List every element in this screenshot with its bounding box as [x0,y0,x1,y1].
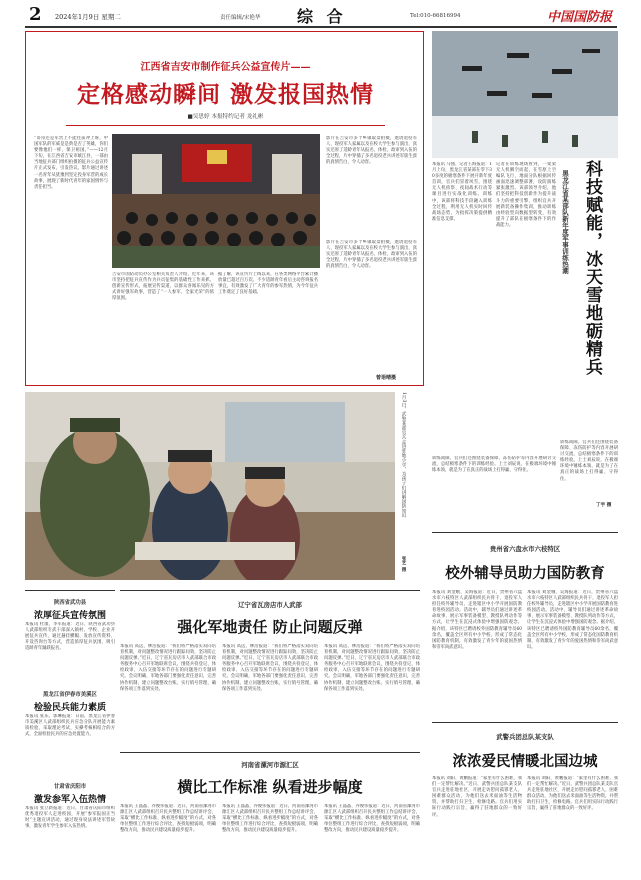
section-title: 综 合 [297,7,347,26]
guizhou-body-1: 本报讯 刘金娥、吴海报道：近日，贵州省六盘水市六枝特区人武部组织民兵骨干、退役军人担任校外辅导员，走进辖区中小学开展国防教育进校园活动。活动中，辅导员们通过讲述革命故事、展示军事装备模型、教授队列动作等方式，让学生在沉浸式体验中增强国防观念。据介绍，该特区已聘请校外国防教育辅导员60余名，覆盖全区所有中小学校，形成了常态化国防教育机制，有效激发了青少年的爱国热情和崇军尚武意识。 [432,590,522,650]
guizhou-top-rule [432,532,618,533]
right-subheadline: 黑龙江省某部队新年度军事训练热潮 [561,170,569,274]
lead-column-3: 吉安市国防动员办公室相关负责人介绍，近年来，该市坚持把征兵宣传作为兵员征集的基础性工作来抓，创新宣传形式，拓展宣传渠道，以群众喜闻乐见的方式讲好强军故事，营造了“一人参军、全家光荣”的浓厚氛围。 [112,272,214,302]
lead-kicker: 江西省吉安市制作征兵公益宣传片—— [140,62,311,73]
henan-kicker: 河南省漯河市源汇区 [241,761,299,769]
lead-column-2: 影片在吉安市多个乡镇取景拍摄，邀请退役军人、现役军人家属以及在校大学生参与演出，真实还原了适龄青年从报名、体检、政审到入伍的全过程，片中穿插了多名退役老兵讲述军旅生涯的真情告白，令人动容。 [326,136,417,166]
guizhou-kicker: 贵州省六盘水市六枝特区 [489,545,561,553]
lead-story-box [25,31,424,386]
liaoning-kicker: 辽宁省瓦房店市人武部 [238,601,302,609]
wujing-top-rule [432,722,618,723]
brief-1-body: 本报讯 杜康、李军报道：近日，陕西省武功县人武部组织专武干部深入镇村、学校、企业开展征兵宣传，通过悬挂横幅、发放宣传资料、开设咨询台等方式，营造浓厚征兵氛围，吸引适龄青年踊跃报名。 [25,622,115,652]
brief-2-kicker: 黑龙江省伊春市美溪区 [43,692,97,698]
brief-3-body: 本报讯 张立新报道：近日，甘肃省庆阳市组织优秀退役军人走进校园，开展“参军报国正当时”主题宣讲活动，通过现身说法讲述军营故事，激发青年学生参军入伍热情。 [25,806,115,830]
henan-body-2: 本报讯 王晶晶、乔俊伟报道：近日，河南省漯河市源汇区人武部组织召开民兵整组工作总结讲评会，采取“横比工作标准、纵看进步幅度”的方式，对各单位整组工作进行综合评比，查找短板弱项，明确整改方向，推动民兵建设质量稳步提升。 [222,804,318,834]
henan-body-1: 本报讯 王晶晶、乔俊伟报道：近日，河南省漯河市源汇区人武部组织召开民兵整组工作总结讲评会，采取“横比工作标准、纵看进步幅度”的方式，对各单位整组工作进行综合评比，查找短板弱项，明确整改方向，推动民兵建设质量稳步提升。 [120,804,216,834]
brief-3-kicker: 甘肃省庆阳市 [53,784,87,790]
header-rule [25,26,617,28]
wujing-kicker: 武警兵团总队某支队 [496,733,554,741]
liaoning-title: 强化军地责任 防止问题反弹 [177,618,363,636]
guizhou-title: 校外辅导员助力国防教育 [445,565,605,582]
brief-2-title: 检验民兵能力素质 [33,703,106,713]
page-number: 2 [29,4,42,25]
henan-title: 横比工作标准 纵看进步幅度 [177,778,363,796]
lead-byline: ■吴思婷 本报特约记者 龙礼彬 [187,114,264,120]
right-body-3: 训练间隙，官兵们还围绕装备保障、冻伤防护等内容开展研讨交流，总结极寒条件下的训练经验。上士刘辰说，在极端环境中锤炼本领，就是为了在真正的战场上打得赢、守得住。 [560,440,618,482]
brief-1-title: 浓厚征兵宣传氛围 [33,611,106,621]
lead-column-4: 据了解，该宣传片上线以来，在各类网络平台累计播放量已超过百万次，不少适龄青年看后主动咨询报名事宜，有效激发了广大青年的参军热情，为今年征兵工作奠定了良好基础。 [218,272,318,296]
lead-title-rule [66,125,385,126]
henan-body-3: 本报讯 王晶晶、乔俊伟报道：近日，河南省漯河市源汇区人武部组织召开民兵整组工作总结讲评会，采取“横比工作标准、纵看进步幅度”的方式，对各单位整组工作进行综合评比，查找短板弱项，明确整改方向，推动民兵建设质量稳步提升。 [324,804,420,834]
liaoning-top-rule [120,590,420,591]
lead-column-1: “哥哥还是军营上不能往前冲上呀，中国军队的军威是是典是否了英雄，你们要像他们一样，保卫祖国。”——12月下旬，在江西省吉安市峡江县，一部由当地征兵部门组织拍摄的征兵公益宣传片正式发布，引发热议。影片通过讲述一名青年从犹豫到坚定投身军营的成长故事，展现了新时代青年的家国情怀与责任担当。 [34,136,108,190]
henan-top-rule [120,752,420,753]
lead-author: 曾语晴摄 [376,375,397,381]
right-headline: 科技赋能，冰天雪地砺精兵 [582,160,602,376]
lead-title: 定格感动瞬间 激发报国热情 [76,81,374,108]
lead-photo [112,134,320,268]
date-line: 2024年1月9日 星期二 [55,13,121,21]
brief-3-title: 激发参军入伍热情 [33,795,106,805]
right-body-1: 本报讯 马强、记者王海报道：1月上旬，黑龙江省某部在零下30多度的极寒条件下展开新年度首训，官兵们冒着风雪，围绕无人机侦察、夜间战术行动等课目进行实战化训练。训练中，该部将科技手段融入训练全过程，利用无人机实时回传战场态势，为指挥决策提供精准信息支撑。 [432,162,492,222]
page-header [25,4,617,26]
guizhou-body-2: 本报讯 刘金娥、吴海报道：近日，贵州省六盘水市六枝特区人武部组织民兵骨干、退役军人担任校外辅导员，走进辖区中小学开展国防教育进校园活动。活动中，辅导员们通过讲述革命故事、展示军事装备模型、教授队列动作等方式，让学生在沉浸式体验中增强国防观念。据介绍，该特区已聘请校外国防教育辅导员60余名，覆盖全区所有中小学校，形成了常态化国防教育机制，有效激发了青少年的爱国热情和崇军尚武意识。 [527,590,618,650]
kids-photo-credit: 张艺 摄 [401,556,406,572]
wujing-body-1: 本报讯 刘阳、黄鹏报道：“家里有什么困难，我们一定帮忙解决。”近日，武警兵团总队某支队官兵走进驻地社区，开展走访慰问孤寡老人、困难群众活动，为他们送去米面油等生活物资，并帮助打扫卫生、检修电路。官兵们用实际行动践行宗旨，赢得了驻地群众的一致好评。 [432,776,522,818]
drone-photo [432,31,618,158]
tel-line: Tel:010-66816994 [410,13,461,19]
newspaper-logo: 中国国防报 [547,10,613,25]
kids-photo-caption: 1月3日，武警某部官兵走进驻地小学，为孩子们讲解国防知识 [401,392,406,518]
editor-line: 责任编辑/宋艳华 [220,15,261,21]
brief-2-body: 本报讯 张乐、郭琳报道：日前，黑龙江省伊春市美溪区人武部组织民兵应急分队开展能力素质检验，采取理论考试、实操考核相结合的方式，全面检验民兵的应急处置能力。 [25,714,115,738]
kids-photo [25,392,395,580]
right-body-2: 记者在训练现场看到，一架架无人机腾空而起，在雪原上空编队飞行，地面分队根据回传画面迅速调整部署，攻防演练紧张激烈。该部领导介绍，他们坚持把科技创新作为提升战斗力的重要引擎，组织官兵开展新装备操作集训，推动训练由经验型向数据型转变，有效提升了部队在极寒条件下的作战能力。 [496,162,556,228]
wujing-body-2: 本报讯 刘阳、黄鹏报道：“家里有什么困难，我们一定帮忙解决。”近日，武警兵团总队某支队官兵走进驻地社区，开展走访慰问孤寡老人、困难群众活动，为他们送去米面油等生活物资，并帮助打扫卫生、检修电路。官兵们用实际行动践行宗旨，赢得了驻地群众的一致好评。 [527,776,618,812]
soldier-children-photo [25,392,395,580]
brief-1-kicker: 陕西省武功县 [53,600,87,606]
right-body-1b: 训练间隙，官兵们还围绕装备保障、冻伤防护等内容开展研讨交流，总结极寒条件下的训练经验。上士刘辰说，在极端环境中锤炼本领，就是为了在真正的战场上打得赢、守得住。 [432,456,556,474]
drone-snow-photo [432,31,618,158]
lead-column-5: 影片在吉安市多个乡镇取景拍摄，邀请退役军人、现役军人家属以及在校大学生参与演出，真实还原了适龄青年从报名、体检、政审到入伍的全过程，片中穿插了多名退役老兵讲述军旅生涯的真情告白，令人动容。 [326,240,417,270]
right-credit: 丁宇 摄 [596,503,612,508]
wujing-title: 浓浓爱民情暖北国边城 [452,753,598,770]
liaoning-body-1: 本报讯 高远、林浩报道：“我们将严格落实双向培育机制，对问题整改情况进行跟踪问效，坚决防止问题反弹。”近日，辽宁省瓦房店市人武部联合市政务服务中心召开军地联席会议，围绕兵役登记、体检政审、入伍交接等环节存在的问题进行专题研究。会议明确，军地各部门要强化责任意识，完善协作机制，建立问题整改台账，实行销号管理，确保各项工作落到实处。 [120,644,216,692]
auditorium-photo [112,134,320,268]
liaoning-body-2: 本报讯 高远、林浩报道：“我们将严格落实双向培育机制，对问题整改情况进行跟踪问效，坚决防止问题反弹。”近日，辽宁省瓦房店市人武部联合市政务服务中心召开军地联席会议，围绕兵役登记、体检政审、入伍交接等环节存在的问题进行专题研究。会议明确，军地各部门要强化责任意识，完善协作机制，建立问题整改台账，实行销号管理，确保各项工作落到实处。 [222,644,318,692]
liaoning-body-3: 本报讯 高远、林浩报道：“我们将严格落实双向培育机制，对问题整改情况进行跟踪问效，坚决防止问题反弹。”近日，辽宁省瓦房店市人武部联合市政务服务中心召开军地联席会议，围绕兵役登记、体检政审、入伍交接等环节存在的问题进行专题研究。会议明确，军地各部门要强化责任意识，完善协作机制，建立问题整改台账，实行销号管理，确保各项工作落到实处。 [324,644,420,692]
left-briefs-top-rule [25,590,115,591]
